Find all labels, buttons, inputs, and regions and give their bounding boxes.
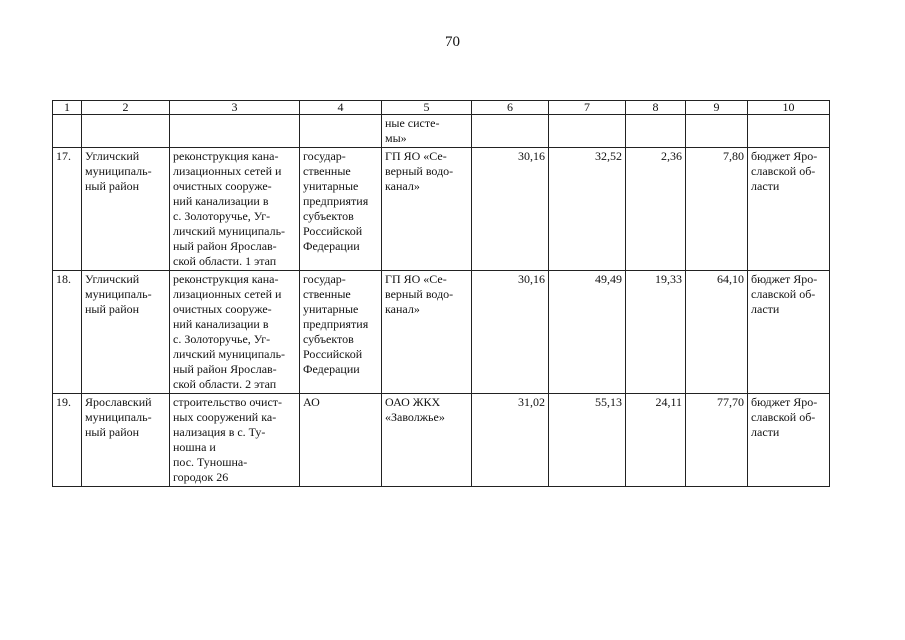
value-cell: 77,70 bbox=[686, 394, 748, 487]
header-cell: 10 bbox=[748, 101, 830, 115]
header-cell: 2 bbox=[82, 101, 170, 115]
project-cell: строительство очист- ных сооружений ка- нализация в с. Ту- ношна и пос. Туношна- городок 26 bbox=[170, 394, 300, 487]
table-cell bbox=[82, 115, 170, 148]
table-cell bbox=[686, 115, 748, 148]
table-cell bbox=[170, 115, 300, 148]
table-cell bbox=[300, 115, 382, 148]
project-cell: реконструкция кана- лизационных сетей и очистных сооруже- ний канализации в с. Золоторучье, Уг- личский муниципаль- ный район Ярослав- ской области. 1 этап bbox=[170, 148, 300, 271]
continuation-row bbox=[53, 115, 830, 148]
header-cell: 5 bbox=[382, 101, 472, 115]
table-row bbox=[53, 148, 830, 271]
value-cell: 30,16 bbox=[472, 148, 549, 271]
data-table bbox=[52, 100, 830, 487]
table-row bbox=[53, 271, 830, 394]
table-cell: ные систе- мы» bbox=[382, 115, 472, 148]
ownership-cell: государ- ственные унитарные предприятия субъектов Российской Федерации bbox=[300, 148, 382, 271]
municipality-cell: Угличский муниципаль- ный район bbox=[82, 148, 170, 271]
organization-cell: ГП ЯО «Се- верный водо- канал» bbox=[382, 148, 472, 271]
organization-cell: ОАО ЖКХ «Заволжье» bbox=[382, 394, 472, 487]
table-cell bbox=[626, 115, 686, 148]
value-cell: 55,13 bbox=[549, 394, 626, 487]
value-cell: 19,33 bbox=[626, 271, 686, 394]
table-cell bbox=[748, 115, 830, 148]
value-cell: 7,80 bbox=[686, 148, 748, 271]
funding-source-cell: бюджет Яро- славской об- ласти bbox=[748, 148, 830, 271]
header-cell: 6 bbox=[472, 101, 549, 115]
row-number: 17. bbox=[53, 148, 82, 271]
value-cell: 64,10 bbox=[686, 271, 748, 394]
value-cell: 24,11 bbox=[626, 394, 686, 487]
project-cell: реконструкция кана- лизационных сетей и очистных сооруже- ний канализации в с. Золоторучье, Уг- личский муниципаль- ный район Ярослав- ской области. 2 этап bbox=[170, 271, 300, 394]
page-number: 70 bbox=[445, 34, 460, 50]
header-cell: 8 bbox=[626, 101, 686, 115]
ownership-cell: АО bbox=[300, 394, 382, 487]
ownership-cell: государ- ственные унитарные предприятия субъектов Российской Федерации bbox=[300, 271, 382, 394]
header-row bbox=[53, 101, 830, 115]
row-number: 19. bbox=[53, 394, 82, 487]
value-cell: 2,36 bbox=[626, 148, 686, 271]
row-number: 18. bbox=[53, 271, 82, 394]
header-cell: 9 bbox=[686, 101, 748, 115]
table-row bbox=[53, 394, 830, 487]
value-cell: 30,16 bbox=[472, 271, 549, 394]
value-cell: 32,52 bbox=[549, 148, 626, 271]
header-cell: 3 bbox=[170, 101, 300, 115]
funding-source-cell: бюджет Яро- славской об- ласти bbox=[748, 394, 830, 487]
table-cell bbox=[549, 115, 626, 148]
table-cell bbox=[53, 115, 82, 148]
value-cell: 31,02 bbox=[472, 394, 549, 487]
header-cell: 7 bbox=[549, 101, 626, 115]
header-cell: 4 bbox=[300, 101, 382, 115]
value-cell: 49,49 bbox=[549, 271, 626, 394]
municipality-cell: Ярославский муниципаль- ный район bbox=[82, 394, 170, 487]
municipality-cell: Угличский муниципаль- ный район bbox=[82, 271, 170, 394]
organization-cell: ГП ЯО «Се- верный водо- канал» bbox=[382, 271, 472, 394]
table-cell bbox=[472, 115, 549, 148]
header-cell: 1 bbox=[53, 101, 82, 115]
funding-source-cell: бюджет Яро- славской об- ласти bbox=[748, 271, 830, 394]
